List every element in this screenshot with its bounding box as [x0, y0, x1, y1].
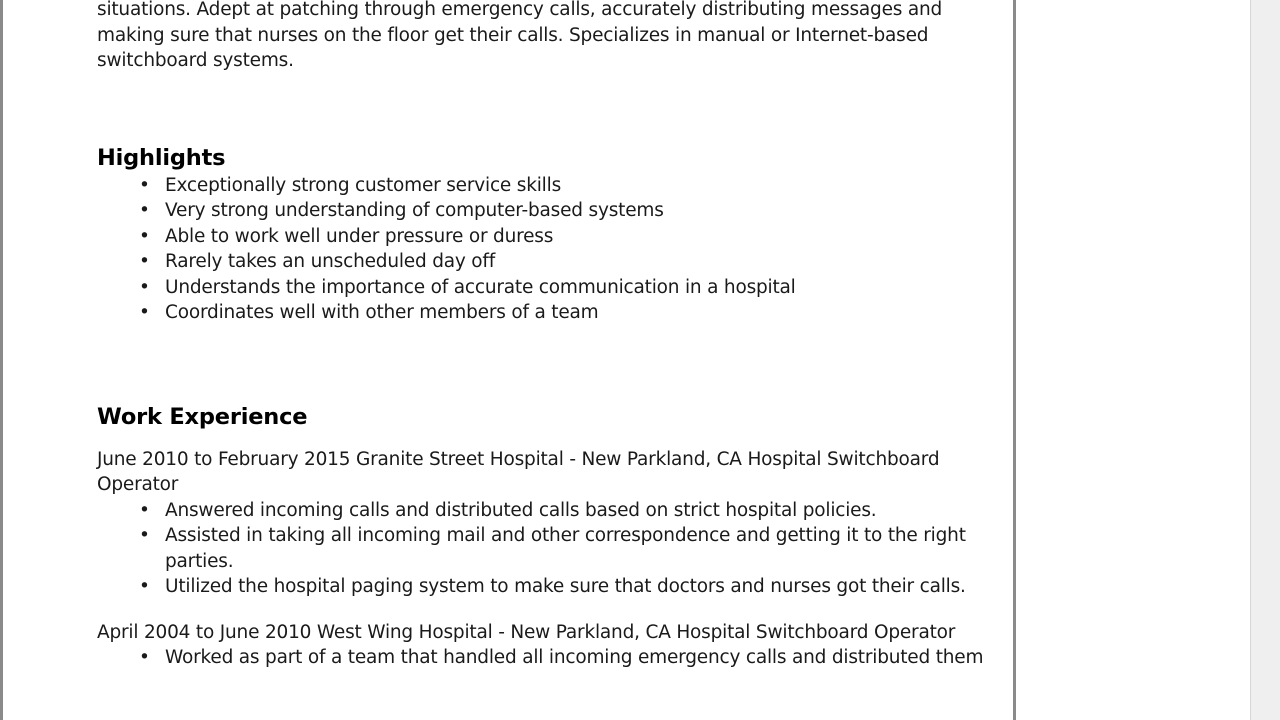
job-duty: • Answered incoming calls and distributed calls based on strict hospital policies.: [165, 498, 997, 524]
work-experience-heading: Work Experience: [97, 403, 308, 430]
job-header: [97, 447, 997, 498]
summary-line: switchboard systems.: [97, 50, 294, 71]
highlight-item: • Able to work well under pressure or duress: [165, 224, 997, 250]
highlight-item: • Exceptionally strong customer service skills: [165, 173, 997, 199]
scroll-rail[interactable]: [1250, 0, 1280, 720]
job-duty: • Utilized the hospital paging system to make sure that doctors and nurses got their calls.: [165, 574, 997, 600]
highlight-item: • Very strong understanding of computer-based systems: [165, 198, 997, 224]
summary-line: making sure that nurses on the floor get their calls. Specializes in manual or Internet-based: [97, 24, 929, 46]
highlight-item: • Rarely takes an unscheduled day off: [165, 249, 997, 275]
job-duty: • Assisted in taking all incoming mail and other correspondence and getting it to the right parties.: [165, 523, 997, 574]
highlights-list: [97, 173, 997, 326]
page-left-edge: [0, 0, 3, 720]
job-duty: • Worked as part of a team that handled all incoming emergency calls and distributed them: [165, 645, 997, 671]
page-right-edge: [1013, 0, 1016, 720]
highlight-item: • Coordinates well with other members of a team: [165, 300, 997, 326]
highlight-item: • Understands the importance of accurate communication in a hospital: [165, 275, 997, 301]
job-duties-list: [97, 645, 997, 671]
job-header-line: June 2010 to February 2015 Granite Street Hospital - New Parkland, CA Hospital Switchboard: [97, 448, 940, 470]
resume-page: [97, 0, 997, 671]
job-header-line: Operator: [97, 474, 179, 495]
job-header: [97, 620, 997, 646]
summary-line: situations. Adept at patching through emergency calls, accurately distributing messages and: [97, 0, 943, 20]
job-header-line: April 2004 to June 2010 West Wing Hospital - New Parkland, CA Hospital Switchboard Operator: [97, 621, 956, 643]
summary-paragraph: [97, 0, 997, 74]
highlights-heading: Highlights: [97, 144, 226, 171]
job-duties-list: [97, 498, 997, 600]
